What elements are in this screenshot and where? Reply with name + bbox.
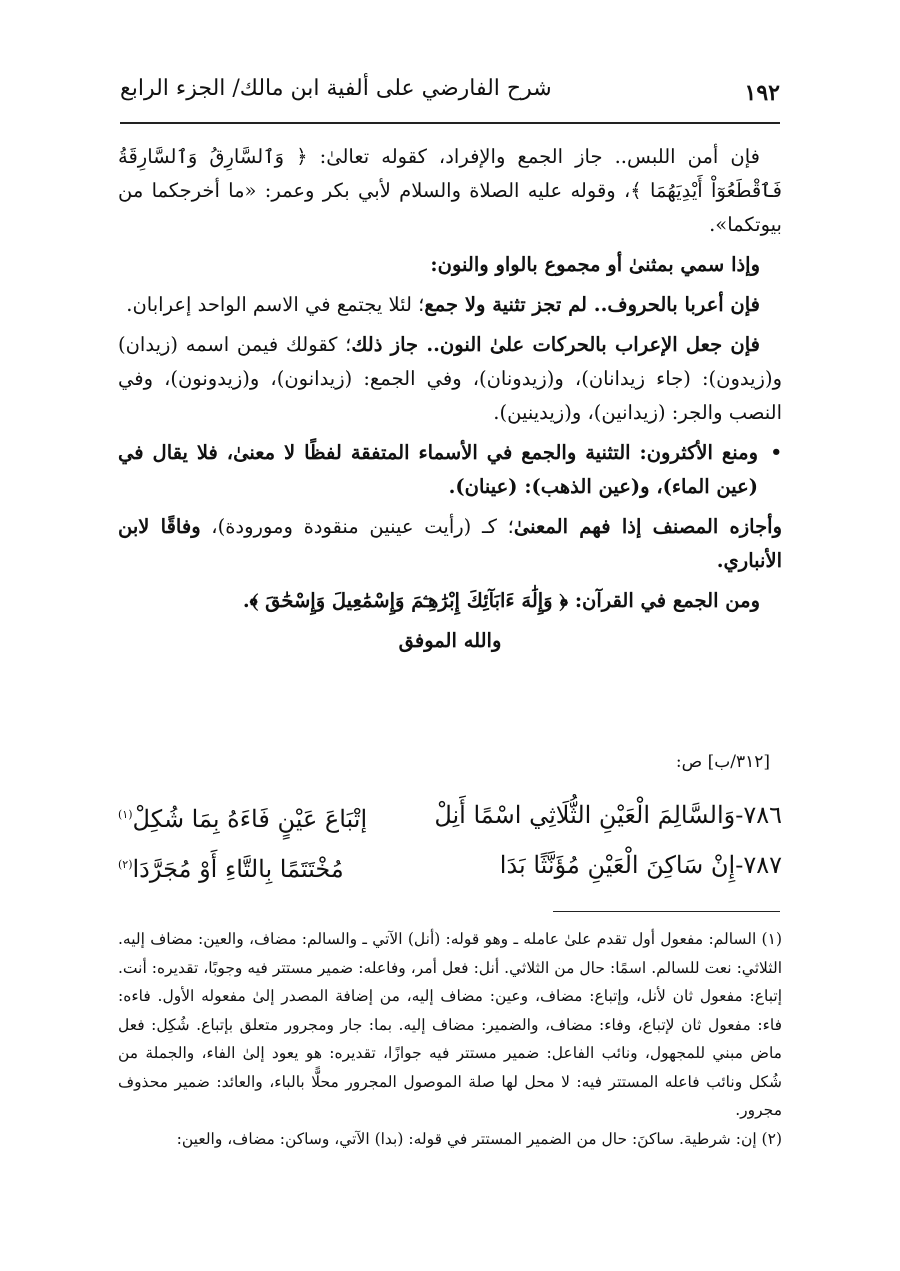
paragraph-3-rest: ؛ لئلا يجتمع في الاسم الواحد إعرابان. — [126, 293, 425, 316]
quran-quote: ﴿ وَإِلَٰهَ ءَابَآئِكَ إِبْرَٰهِـۧمَ وَإِسْمَٰعِيلَ وَإِسْحَٰقَ ﴾. — [242, 589, 569, 612]
header-divider — [120, 122, 780, 124]
paragraph-6-bold: وأجازه المصنف إذا فهم المعنىٰ — [513, 515, 783, 538]
paragraph-4-rest: ؛ كقولك فيمن اسمه (زيدان) و(زيدون): (جاء زيدانان)، و(زيدونان)، وفي الجمع: (زيدانون)، و(زيدونون)، وفي النصب والجر: (زيدانين)، و(زيدينين). — [118, 333, 782, 424]
paragraph-7 — [118, 584, 782, 618]
paragraph-2: وإذا سمي بمثنىٰ أو مجموع بالواو والنون: — [430, 253, 760, 276]
paragraph-3 — [118, 288, 782, 322]
page-number: ١٩٢ — [744, 80, 780, 106]
bullet-icon: • — [770, 442, 782, 463]
paragraph-7-bold: ومن الجمع في القرآن: — [568, 589, 760, 612]
footnote-2: (٢) إن: شرطية. ساكنَ: حال من الضمير المستتر في قوله: (بدا) الآتي، وساكن: مضاف، والعين: — [176, 1129, 782, 1148]
main-text — [118, 140, 782, 664]
verse-line — [118, 795, 782, 839]
paragraph-4 — [118, 328, 782, 430]
footnote-marker: (١) — [118, 808, 133, 821]
paragraph-6-bold2: وفاقًا لابن الأنباري. — [118, 515, 782, 572]
verse-number: ٧٨٦ — [743, 801, 782, 829]
verse-line — [118, 845, 782, 889]
paragraph-3-bold: فإن أعربا بالحروف.. لم تجز تثنية ولا جمع — [424, 293, 760, 316]
verse-text: مُخْتَتَمًا بِالتَّاءِ أَوْ مُجَرَّدَا — [132, 855, 344, 883]
verse-number: ٧٨٧ — [743, 851, 782, 879]
verse-second-hemistich — [118, 795, 367, 839]
footnote-marker: (٢) — [118, 858, 133, 871]
running-title: شرح الفارضي على ألفية ابن مالك/ الجزء الرابع — [120, 76, 552, 101]
manuscript-reference: [٣١٢/ب] ص: — [675, 752, 770, 772]
paragraph-5: ومنع الأكثرون: التثنية والجمع في الأسماء المتفقة لفظًا لا معنىٰ، فلا يقال في (عين الماء)، و(عين الذهب): (عينان). — [118, 441, 758, 498]
verse-second-hemistich — [118, 845, 344, 889]
page-header — [120, 72, 780, 112]
footnotes — [118, 925, 782, 1153]
paragraph-4-bold: فإن جعل الإعراب بالحركات علىٰ النون.. جاز ذلك — [351, 333, 760, 356]
closing-phrase: والله الموفق — [398, 629, 502, 652]
footnote-1: (١) السالم: مفعول أول تقدم علىٰ عامله ـ وهو قوله: (أنل) الآتي ـ والسالم: مضاف، والعين: مضاف إليه. الثلاثي: نعت للسالم. اسمًا: حال من الثلاثي. أنل: فعل أمر، وفاعله: ضمير مستتر فيه وجوبًا، تقديره: أنت. إتباع: مفعول ثان لأنل، وإتباع: مضاف، وعين: مضاف إليه، من إضافة المصدر إلىٰ مفعوله الأول. فاءه: فاء: مفعول ثان لإتباع، وفاء: مضاف، والضمير: مضاف إليه. بما: جار ومجرور متعلق بإتباع. شُكِل: فعل ماض مبني للمجهول، ونائب الفاعل: ضمير مستتر فيه جوازًا، تقديره: هو يعود إلىٰ الفاء، والجملة من شُكل ونائب فاعله المستتر فيه: لا محل لها صلة الموصول المجرور محلًّا بالباء، والعائد: ضمير محذوف مجرور. — [118, 930, 782, 1119]
verse-text: إتْبَاعَ عَيْنٍ فَاءَهُ بِمَا شُكِلْ — [132, 805, 368, 833]
footnote-divider — [553, 911, 780, 912]
verse-first-hemistich: ٧٨٦-وَالسَّالِمَ الْعَيْنِ الثُّلَاثِي اسْمًا أَنِلْ — [434, 801, 782, 829]
verse-first-hemistich: ٧٨٧-إِنْ سَاكِنَ الْعَيْنِ مُؤَنَّثًا بَدَا — [499, 851, 782, 879]
verse-text: إِنْ سَاكِنَ الْعَيْنِ مُؤَنَّثًا بَدَا — [499, 851, 736, 879]
paragraph-6-mid: ؛ كـ (رأيت عينين منقودة ومورودة)، — [200, 515, 514, 538]
paragraph-6 — [118, 510, 782, 578]
paragraph-1: فإن أمن اللبس.. جاز الجمع والإفراد، كقوله تعالىٰ: ﴿ وَٱلسَّارِقُ وَٱلسَّارِقَةُ فَٱقْطَعُوٓاْ أَيْدِيَهُمَا ﴾، وقوله عليه الصلاة والسلام لأبي بكر وعمر: «ما أخرجكما من بيوتكما». — [118, 145, 782, 236]
verse-text: وَالسَّالِمَ الْعَيْنِ الثُّلَاثِي اسْمًا أَنِلْ — [434, 801, 736, 829]
bullet-paragraph — [118, 436, 782, 504]
